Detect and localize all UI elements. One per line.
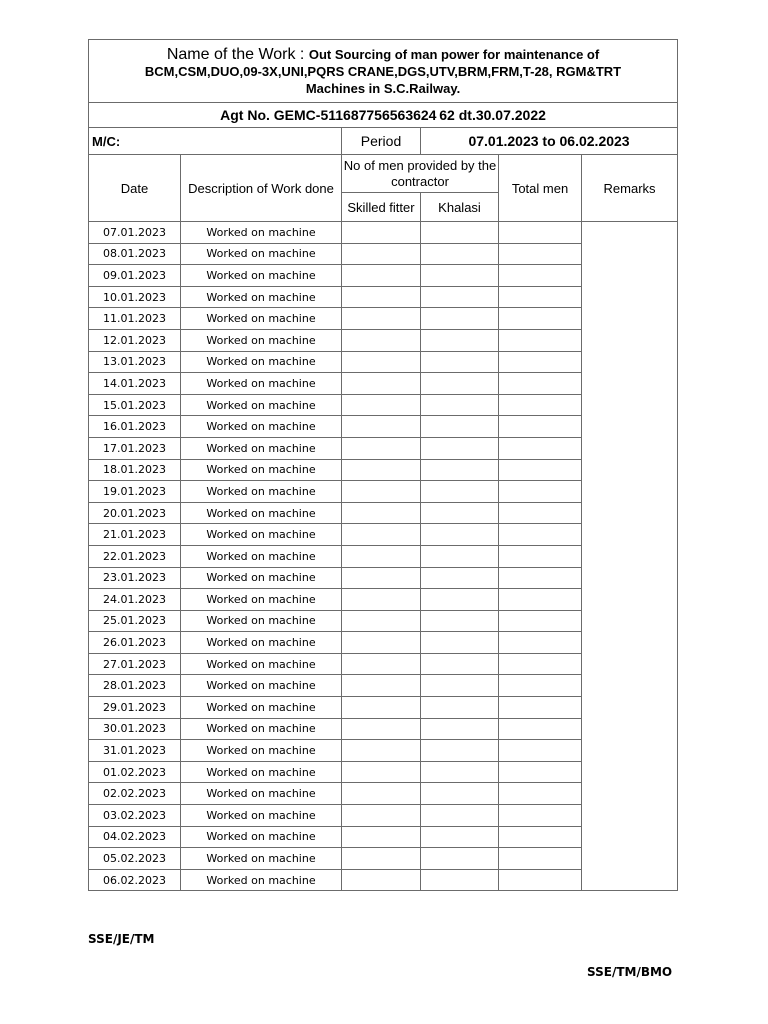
work-description-cell: Worked on machine <box>181 697 342 719</box>
signature-right: SSE/TM/BMO <box>587 965 673 979</box>
date-cell: 31.01.2023 <box>89 740 181 762</box>
table-row <box>89 222 678 244</box>
khalasi-cell <box>421 524 499 546</box>
khalasi-cell <box>421 222 499 244</box>
khalasi-cell <box>421 610 499 632</box>
date-cell: 05.02.2023 <box>89 848 181 870</box>
work-description-cell: Worked on machine <box>181 653 342 675</box>
skilled-fitter-cell <box>342 502 421 524</box>
skilled-fitter-cell <box>342 545 421 567</box>
machine-value <box>181 128 342 155</box>
work-description-cell: Worked on machine <box>181 351 342 373</box>
work-description-cell: Worked on machine <box>181 589 342 611</box>
khalasi-cell <box>421 761 499 783</box>
khalasi-cell <box>421 869 499 891</box>
khalasi-cell <box>421 243 499 265</box>
work-title-line3: Machines in S.C.Railway. <box>305 80 461 96</box>
khalasi-cell <box>421 502 499 524</box>
skilled-fitter-cell <box>342 675 421 697</box>
khalasi-cell <box>421 329 499 351</box>
work-description-cell: Worked on machine <box>181 675 342 697</box>
total-men-cell <box>499 437 582 459</box>
skilled-fitter-cell <box>342 481 421 503</box>
total-men-cell <box>499 243 582 265</box>
khalasi-cell <box>421 351 499 373</box>
date-cell: 06.02.2023 <box>89 869 181 891</box>
khalasi-cell <box>421 697 499 719</box>
work-title-cell <box>89 40 678 103</box>
skilled-fitter-cell <box>342 589 421 611</box>
date-cell: 03.02.2023 <box>89 805 181 827</box>
skilled-fitter-cell <box>342 632 421 654</box>
skilled-fitter-cell <box>342 437 421 459</box>
date-cell: 19.01.2023 <box>89 481 181 503</box>
total-men-cell <box>499 675 582 697</box>
date-cell: 02.02.2023 <box>89 783 181 805</box>
work-description-cell: Worked on machine <box>181 848 342 870</box>
machine-label: M/C: <box>89 128 181 155</box>
total-men-cell <box>499 502 582 524</box>
khalasi-cell <box>421 481 499 503</box>
khalasi-cell <box>421 265 499 287</box>
skilled-fitter-cell <box>342 805 421 827</box>
khalasi-cell <box>421 567 499 589</box>
date-cell: 12.01.2023 <box>89 329 181 351</box>
skilled-fitter-cell <box>342 697 421 719</box>
work-title-line2: BCM,CSM,DUO,09-3X,UNI,PQRS CRANE,DGS,UTV,BRM,FRM,T-28, RGM&TRT <box>144 63 622 79</box>
skilled-fitter-cell <box>342 869 421 891</box>
skilled-fitter-cell <box>342 567 421 589</box>
work-description-cell: Worked on machine <box>181 222 342 244</box>
skilled-fitter-cell <box>342 459 421 481</box>
total-men-cell <box>499 869 582 891</box>
total-men-cell <box>499 265 582 287</box>
khalasi-cell <box>421 373 499 395</box>
skilled-fitter-cell <box>342 610 421 632</box>
date-cell: 04.02.2023 <box>89 826 181 848</box>
khalasi-cell <box>421 459 499 481</box>
total-men-cell <box>499 589 582 611</box>
khalasi-cell <box>421 416 499 438</box>
date-cell: 26.01.2023 <box>89 632 181 654</box>
skilled-fitter-cell <box>342 740 421 762</box>
total-men-cell <box>499 308 582 330</box>
total-men-cell <box>499 545 582 567</box>
skilled-fitter-header: Skilled fitter <box>342 193 421 222</box>
agreement-number: Agt No. GEMC-511687756563624 62 dt.30.07.2022 <box>89 103 678 128</box>
work-description-cell: Worked on machine <box>181 761 342 783</box>
khalasi-cell <box>421 675 499 697</box>
work-description-cell: Worked on machine <box>181 718 342 740</box>
skilled-fitter-cell <box>342 783 421 805</box>
date-cell: 11.01.2023 <box>89 308 181 330</box>
total-men-cell <box>499 848 582 870</box>
total-men-cell <box>499 373 582 395</box>
skilled-fitter-cell <box>342 524 421 546</box>
work-description-cell: Worked on machine <box>181 265 342 287</box>
skilled-fitter-cell <box>342 351 421 373</box>
date-cell: 29.01.2023 <box>89 697 181 719</box>
khalasi-header: Khalasi <box>421 193 499 222</box>
date-cell: 20.01.2023 <box>89 502 181 524</box>
date-cell: 15.01.2023 <box>89 394 181 416</box>
skilled-fitter-cell <box>342 222 421 244</box>
total-men-cell <box>499 783 582 805</box>
khalasi-cell <box>421 805 499 827</box>
total-men-cell <box>499 697 582 719</box>
skilled-fitter-cell <box>342 653 421 675</box>
khalasi-cell <box>421 545 499 567</box>
work-description-cell: Worked on machine <box>181 610 342 632</box>
skilled-fitter-cell <box>342 826 421 848</box>
date-cell: 13.01.2023 <box>89 351 181 373</box>
khalasi-cell <box>421 740 499 762</box>
khalasi-cell <box>421 783 499 805</box>
total-men-cell <box>499 329 582 351</box>
total-men-header: Total men <box>499 155 582 222</box>
skilled-fitter-cell <box>342 265 421 287</box>
skilled-fitter-cell <box>342 329 421 351</box>
attendance-sheet-table <box>88 39 678 891</box>
work-description-cell: Worked on machine <box>181 416 342 438</box>
total-men-cell <box>499 718 582 740</box>
skilled-fitter-cell <box>342 416 421 438</box>
total-men-cell <box>499 653 582 675</box>
total-men-cell <box>499 459 582 481</box>
name-of-work-label: Name of the Work : <box>166 45 309 63</box>
date-cell: 25.01.2023 <box>89 610 181 632</box>
work-description-cell: Worked on machine <box>181 394 342 416</box>
khalasi-cell <box>421 437 499 459</box>
total-men-cell <box>499 416 582 438</box>
work-description-cell: Worked on machine <box>181 329 342 351</box>
skilled-fitter-cell <box>342 394 421 416</box>
work-description-cell: Worked on machine <box>181 308 342 330</box>
total-men-cell <box>499 740 582 762</box>
total-men-cell <box>499 394 582 416</box>
work-description-cell: Worked on machine <box>181 481 342 503</box>
total-men-cell <box>499 826 582 848</box>
work-description-cell: Worked on machine <box>181 740 342 762</box>
period-value: 07.01.2023 to 06.02.2023 <box>421 128 678 155</box>
date-cell: 07.01.2023 <box>89 222 181 244</box>
work-description-cell: Worked on machine <box>181 373 342 395</box>
total-men-cell <box>499 481 582 503</box>
work-title-line1: Out Sourcing of man power for maintenance of <box>308 46 600 62</box>
khalasi-cell <box>421 826 499 848</box>
remarks-header: Remarks <box>582 155 678 222</box>
work-description-cell: Worked on machine <box>181 437 342 459</box>
date-cell: 09.01.2023 <box>89 265 181 287</box>
skilled-fitter-cell <box>342 308 421 330</box>
date-cell: 23.01.2023 <box>89 567 181 589</box>
date-cell: 08.01.2023 <box>89 243 181 265</box>
date-cell: 22.01.2023 <box>89 545 181 567</box>
khalasi-cell <box>421 848 499 870</box>
work-description-cell: Worked on machine <box>181 869 342 891</box>
skilled-fitter-cell <box>342 373 421 395</box>
khalasi-cell <box>421 589 499 611</box>
date-cell: 30.01.2023 <box>89 718 181 740</box>
date-cell: 16.01.2023 <box>89 416 181 438</box>
total-men-cell <box>499 610 582 632</box>
date-cell: 01.02.2023 <box>89 761 181 783</box>
remarks-cell <box>582 222 678 891</box>
period-label: Period <box>342 128 421 155</box>
khalasi-cell <box>421 394 499 416</box>
work-description-cell: Worked on machine <box>181 545 342 567</box>
date-header: Date <box>89 155 181 222</box>
date-cell: 14.01.2023 <box>89 373 181 395</box>
date-cell: 10.01.2023 <box>89 286 181 308</box>
work-description-cell: Worked on machine <box>181 243 342 265</box>
description-header: Description of Work done <box>181 155 342 222</box>
khalasi-cell <box>421 653 499 675</box>
total-men-cell <box>499 524 582 546</box>
total-men-cell <box>499 567 582 589</box>
total-men-cell <box>499 632 582 654</box>
work-description-cell: Worked on machine <box>181 286 342 308</box>
total-men-cell <box>499 761 582 783</box>
date-cell: 21.01.2023 <box>89 524 181 546</box>
skilled-fitter-cell <box>342 718 421 740</box>
khalasi-cell <box>421 718 499 740</box>
work-description-cell: Worked on machine <box>181 783 342 805</box>
skilled-fitter-cell <box>342 761 421 783</box>
date-cell: 27.01.2023 <box>89 653 181 675</box>
work-description-cell: Worked on machine <box>181 524 342 546</box>
date-cell: 18.01.2023 <box>89 459 181 481</box>
date-cell: 17.01.2023 <box>89 437 181 459</box>
khalasi-cell <box>421 308 499 330</box>
khalasi-cell <box>421 286 499 308</box>
skilled-fitter-cell <box>342 243 421 265</box>
khalasi-cell <box>421 632 499 654</box>
work-description-cell: Worked on machine <box>181 632 342 654</box>
date-cell: 28.01.2023 <box>89 675 181 697</box>
work-description-cell: Worked on machine <box>181 459 342 481</box>
work-description-cell: Worked on machine <box>181 826 342 848</box>
work-description-cell: Worked on machine <box>181 805 342 827</box>
total-men-cell <box>499 286 582 308</box>
total-men-cell <box>499 222 582 244</box>
men-provided-header: No of men provided by the contractor <box>342 155 499 193</box>
skilled-fitter-cell <box>342 848 421 870</box>
total-men-cell <box>499 351 582 373</box>
work-description-cell: Worked on machine <box>181 567 342 589</box>
work-description-cell: Worked on machine <box>181 502 342 524</box>
total-men-cell <box>499 805 582 827</box>
skilled-fitter-cell <box>342 286 421 308</box>
signature-left: SSE/JE/TM <box>88 932 155 946</box>
date-cell: 24.01.2023 <box>89 589 181 611</box>
